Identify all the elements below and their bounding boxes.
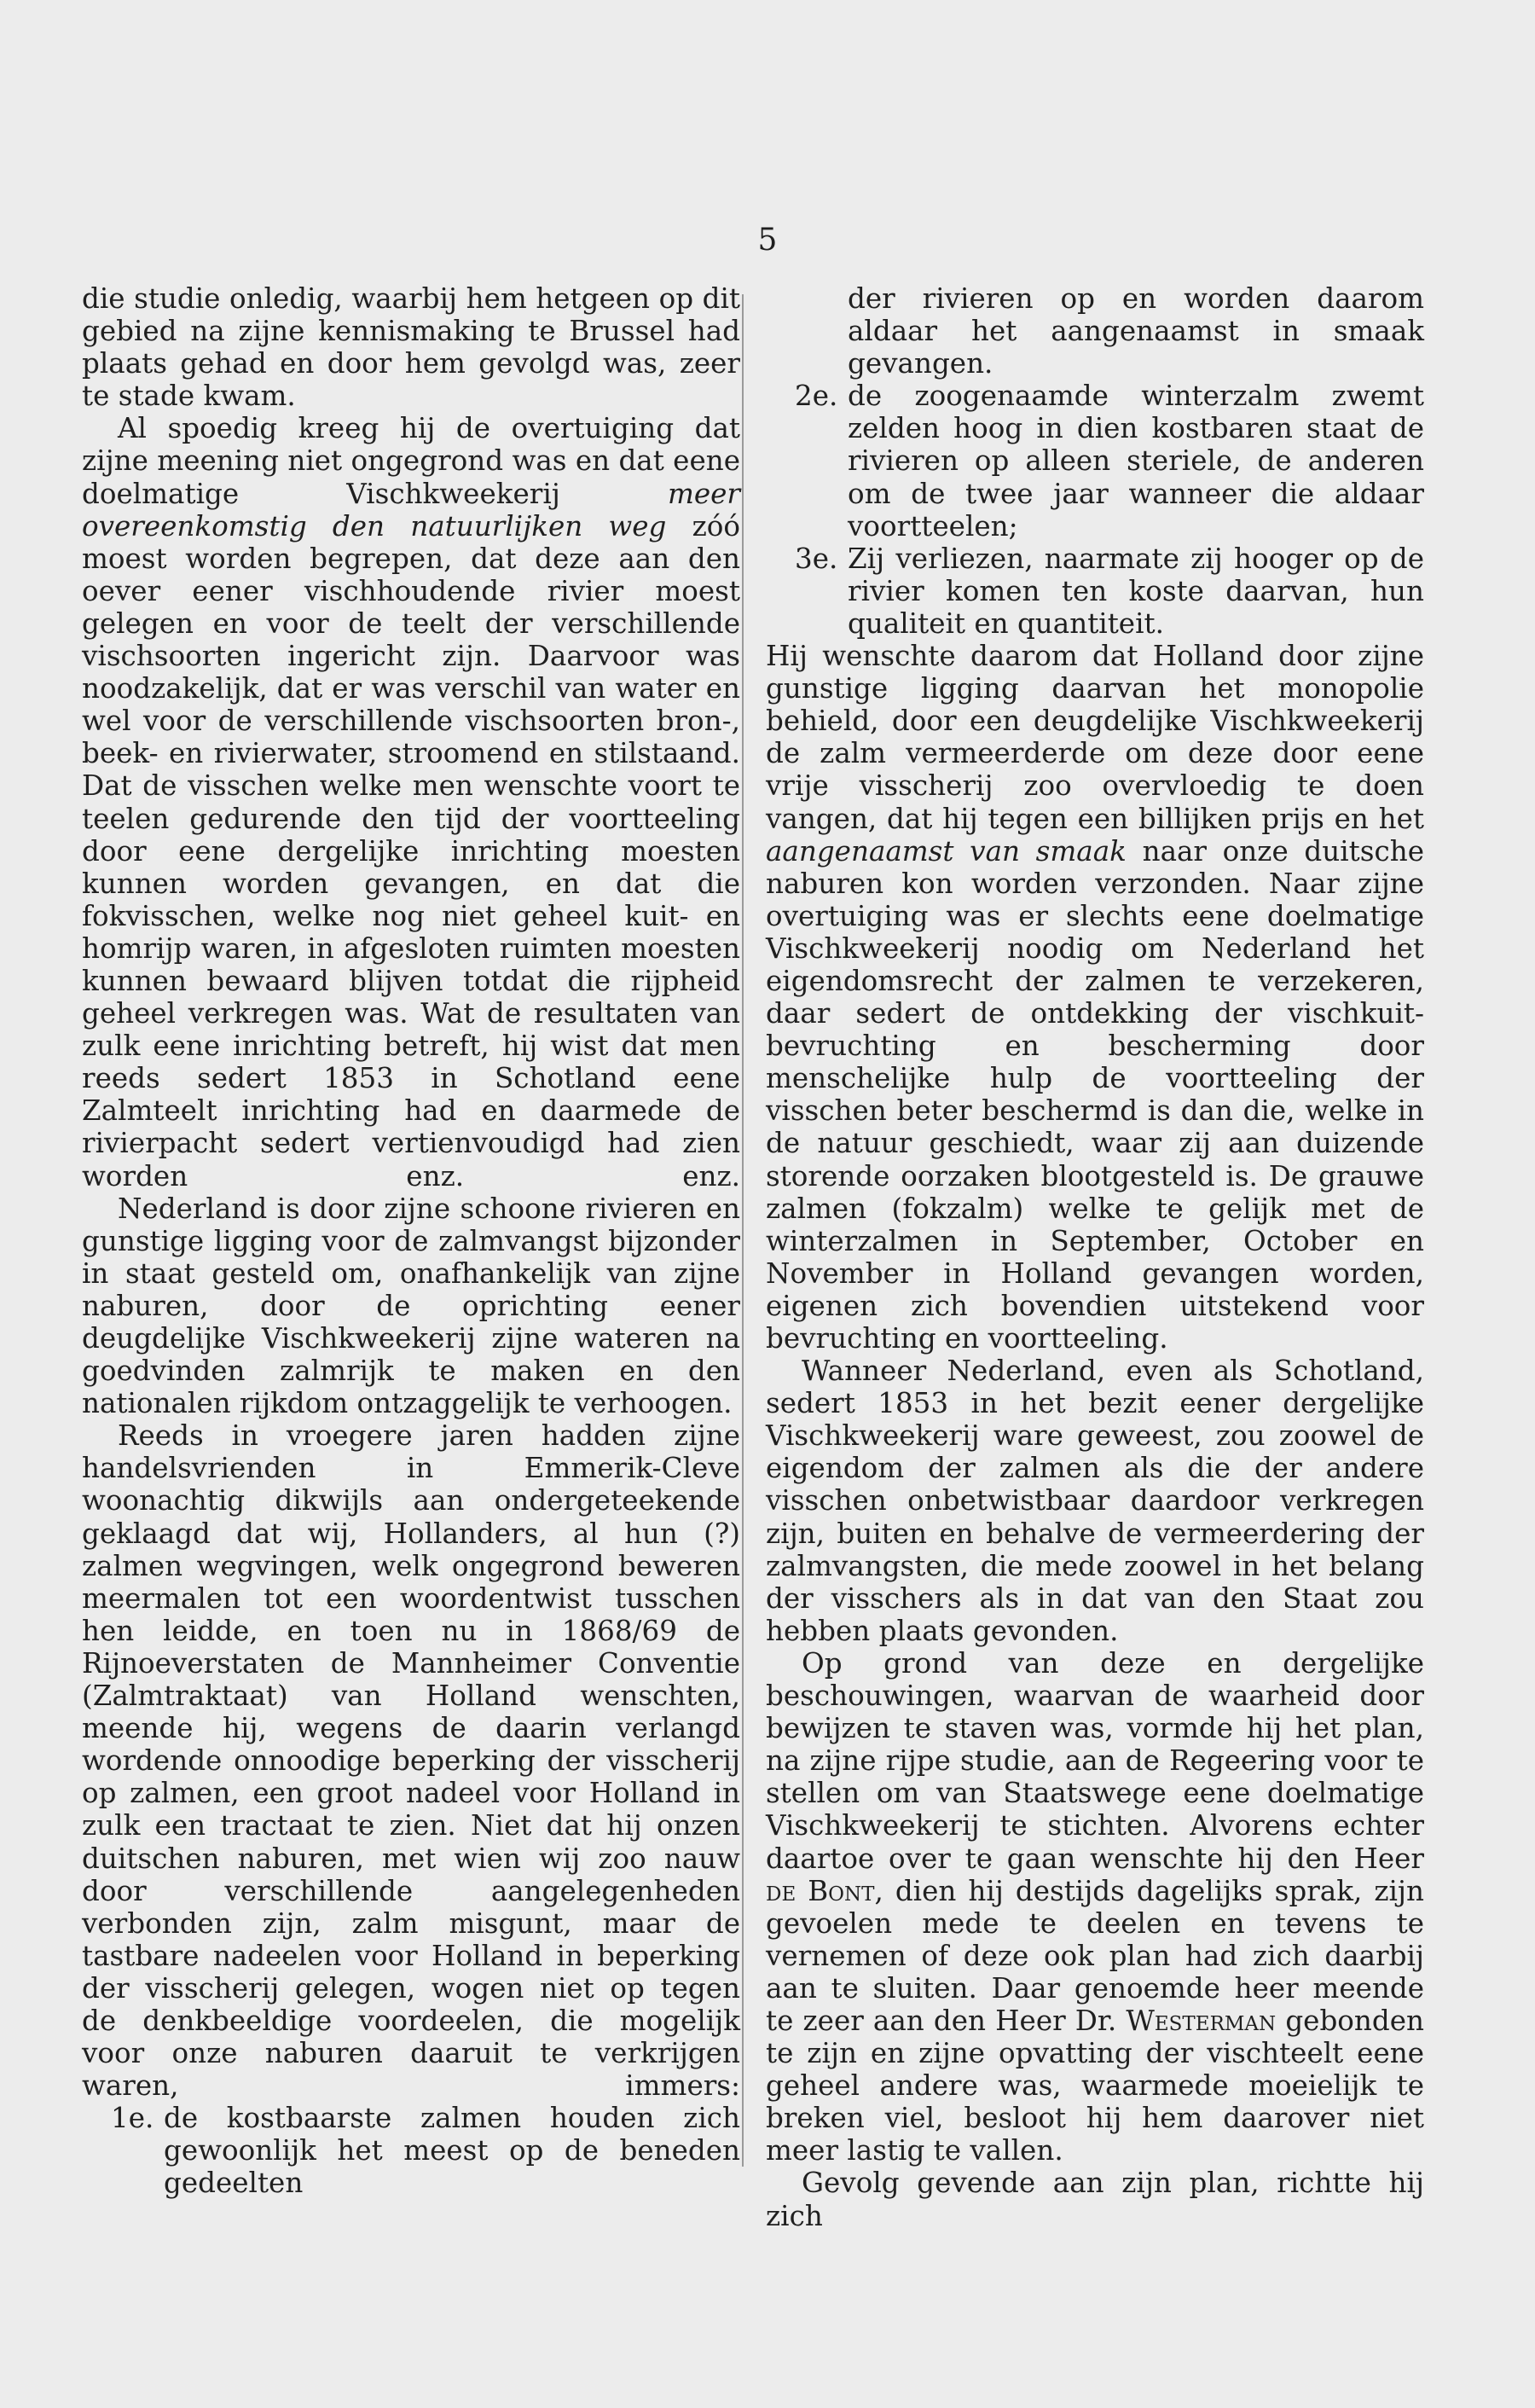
list-item [766, 543, 1424, 640]
paragraph: Nederland is door zijne schoone rivieren en gunstige ligging voor de zalmvangst bijzonder in staat gesteld om, onafhankelijk van zijne naburen, door de oprichting eener deugdelijke Vischkweekerij zijne wateren na goedvinden zalmrijk te maken en den nationalen rijkdom ontzaggelijk te verhoogen. [82, 1192, 740, 1420]
list-item-continuation [766, 282, 1424, 380]
list-item [766, 380, 1424, 542]
list-text: der rivieren op en worden daarom aldaar het aangenaamst in smaak gevangen. [848, 282, 1424, 380]
list-text: Zij verliezen, naarmate zij hooger op de rivier komen ten koste daarvan, hun qualiteit en quantiteit. [848, 542, 1424, 640]
text-run: gebonden te zijn en zijne opvatting der vischteelt eene geheel andere was, waarmede moeielijk te breken viel, besloot hij hem daarover niet meer lastig te vallen. [766, 2004, 1425, 2167]
left-column [82, 282, 740, 2200]
paragraph [766, 640, 1424, 1355]
list-text: de zoogenaamde winterzalm zwemt zelden hoog in dien kostbaren staat de rivieren op alleen steriele, de anderen om de twee jaar wanneer die aldaar voortteelen; [848, 380, 1424, 543]
right-column [766, 282, 1424, 2232]
paragraph: Reeds in vroegere jaren hadden zijne handelsvrienden in Emmerik-Cleve woonachtig dikwijls aan ondergeteekende geklaagd dat wij, Hollanders, al hun (?) zalmen wegvingen, welk ongegrond beweren meermalen tot een woordentwist tusschen hen leidde, en toen nu in 1868/69 de Rijnoeverstaten de Mannheimer Conventie (Zalmtraktaat) van Holland wenschten, meende hij, wegens de daarin verlangd wordende onnoodige beperking der visscherij op zalmen, een groot nadeel voor Holland in zulk een tractaat te zien. Niet dat hij onzen duitschen naburen, met wien wij zoo nauw door verschillende aangelegenheden verbonden zijn, zalm misgunt, maar de tastbare nadeelen voor Holland in beperking der visscherij gelegen, wogen niet op tegen de denkbeeldige voordeelen, die mogelijk voor onze naburen daaruit te verkrijgen waren, immers: [82, 1419, 740, 2103]
text-run: , dien hij destijds dagelijks sprak, zijn gevoelen mede te deelen en tevens te vernemen of deze ook plan had zich daarbij aan te sluiten. Daar genoemde heer meende te zeer aan den Heer Dr. [766, 1874, 1424, 2037]
paragraph: die studie onledig, waarbij hem hetgeen op dit gebied na zijne kennismaking te Brussel had plaats gehad en door hem gevolgd was, zeer te stade kwam. [82, 282, 740, 413]
text-run: Hij wenschte daarom dat Holland door zijne gunstige ligging daarvan het monopolie behield, door een deugdelijke Vischkweekerij de zalm vermeerderde om deze door eene vrije visscherij zoo overvloedig te doen vangen, dat hij tegen een billijken prijs en het [766, 640, 1424, 835]
text-run: Op grond van deze en dergelijke beschouwingen, waarvan de waarheid door bewijzen te staven was, vormde hij het plan, na zijne rijpe studie, aan de Regeering voor te stellen om van Staatswege eene doelmatige Vischkweekerij te stichten. Alvorens echter daartoe over te gaan wenschte hij den Heer [766, 1646, 1424, 1875]
person-name: Westerman [1126, 2004, 1277, 2037]
paragraph: Gevolg gevende aan zijn plan, richtte hij zich [766, 2167, 1424, 2232]
paragraph [766, 1647, 1424, 2167]
list-number: 3e. [795, 542, 838, 575]
column-divider [742, 294, 744, 2167]
paragraph: Wanneer Nederland, even als Schotland, sedert 1853 in het bezit eener dergelijke Vischkweekerij ware geweest, zou zoowel de eigendom der zalmen als die der andere visschen onbetwistbaar daardoor verkregen zijn, buiten en behalve de vermeerdering der zalmvangsten, die mede zoowel in het belang der visschers als in dat van den Staat zou hebben plaats gevonden. [766, 1355, 1424, 1647]
person-name: de Bont [766, 1874, 875, 1907]
italic-phrase: meer overeenkomstig den natuurlijken weg [82, 477, 740, 543]
text-run: naar onze duitsche naburen kon worden verzonden. Naar zijne overtuiging was er slechts eene doelmatige Vischkweekerij noodig om Nederland het eigendomsrecht der zalmen te verzekeren, daar sedert de ontdekking der vischkuit-bevruchting en bescherming door menschelijke hulp de voortteeling der visschen beter beschermd is dan die, welke in de natuur geschiedt, waar zij aan duizende storende oorzaken blootgesteld is. De grauwe zalmen (fokzalm) welke te gelijk met de winterzalmen in September, October en November in Holland gevangen worden, eigenen zich bovendien uitstekend voor bevruchting en voortteeling. [766, 834, 1424, 1355]
list-number: 1e. [111, 2102, 154, 2135]
text-run: zóó moest worden begrepen, dat deze aan den oever eener vischhoudende rivier moest gelegen en voor de teelt der verschillende vischsoorten ingericht zijn. Daarvoor was noodzakelijk, dat er was verschil van water en wel voor de verschillende vischsoorten bron-, beek- en rivierwater, stroomend en stilstaand. Dat de visschen welke men wenschte voort te teelen gedurende den tijd der voortteeling door eene dergelijke inrichting moesten kunnen worden gevangen, en dat die fokvisschen, welke nog niet geheel kuit- en homrijp waren, in afgesloten ruimten moesten kunnen bewaard blijven totdat die rijpheid geheel verkregen was. Wat de resultaten van zulk eene inrichting betreft, hij wist dat men reeds sedert 1853 in Schotland eene Zalmteelt inrichting had en daarmede de rivierpacht sedert vertienvoudigd had zien worden enz. enz. [82, 509, 740, 1192]
list-text: de kostbaarste zalmen houden zich gewoonlijk het meest op de beneden gedeelten [164, 2102, 740, 2200]
text-run: Al spoedig kreeg hij de overtuiging dat zijne meening niet ongegrond was en dat eene doelmatige Vischkweekerij [82, 412, 740, 510]
paragraph [82, 412, 740, 1192]
list-item [82, 2102, 740, 2199]
list-number: 2e. [795, 380, 838, 413]
list-number-spacer [766, 282, 848, 380]
page-number: 5 [757, 223, 778, 258]
italic-phrase: aangenaamst van smaak [766, 834, 1127, 867]
